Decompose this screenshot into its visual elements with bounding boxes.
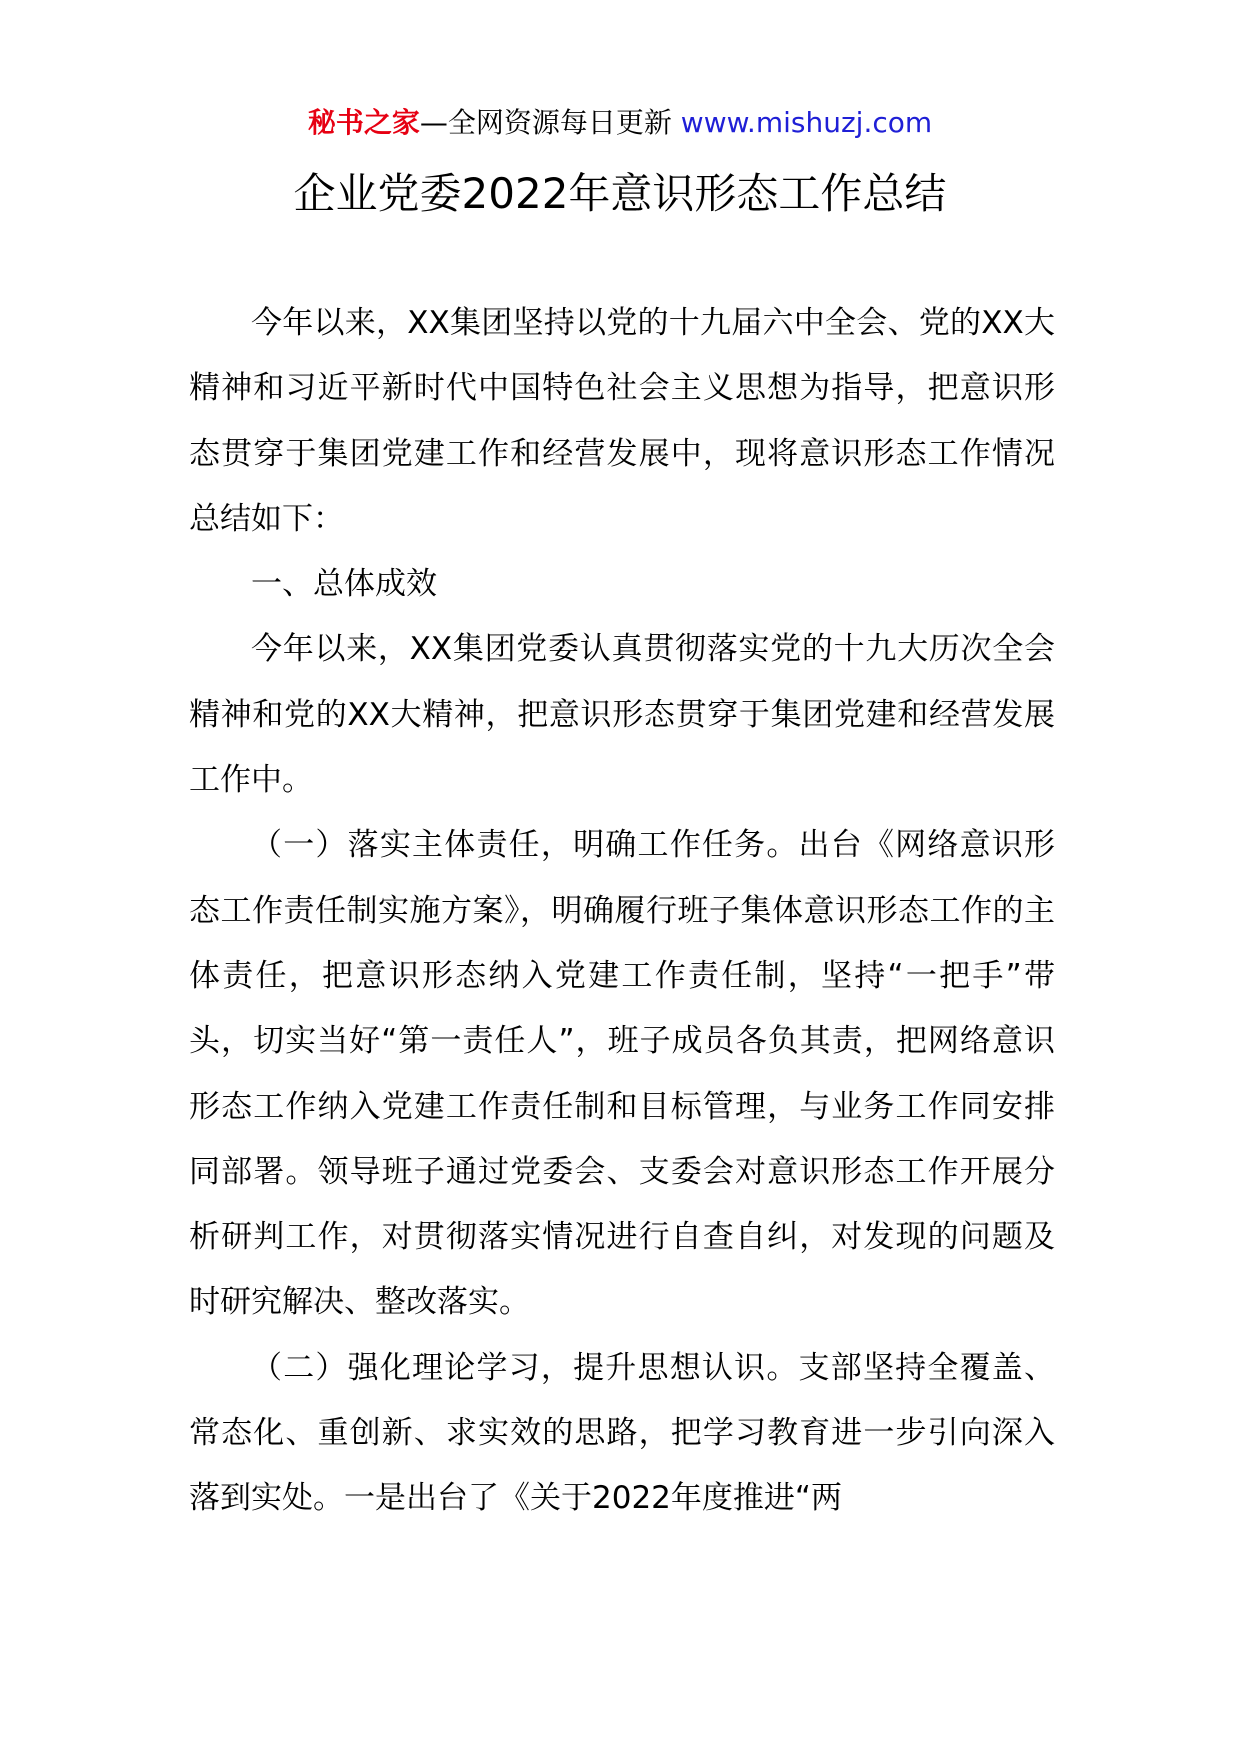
document-body xyxy=(189,291,1055,1532)
site-brand: 秘书之家 xyxy=(307,106,420,139)
intro-paragraph: 今年以来，XX集团坚持以党的十九届六中全会、党的XX大精神和习近平新时代中国特色社会主义思想为指导，把意识形态贯穿于集团党建工作和经营发展中，现将意识形态工作情况总结如下： xyxy=(189,305,1055,537)
site-tagline: —全网资源每日更新 xyxy=(419,106,672,139)
body-paragraph: 今年以来，XX集团党委认真贯彻落实党的十九大历次全会精神和党的XX大精神，把意识形态贯穿于集团党建和经营发展工作中。 xyxy=(189,631,1055,799)
body-paragraph: （二）强化理论学习，提升思想认识。支部坚持全覆盖、常态化、重创新、求实效的思路，把学习教育进一步引向深入落到实处。一是出台了《关于2022年度推进“两 xyxy=(189,1349,1055,1517)
document-title: 企业党委2022年意识形态工作总结 xyxy=(293,169,947,218)
body-paragraph: （一）落实主体责任，明确工作任务。出台《网络意识形态工作责任制实施方案》，明确履行班子集体意识形态工作的主体责任，把意识形态纳入党建工作责任制，坚持“一把手”带头，切实当好“第一责任人”，班子成员各负其责，把网络意识形态工作纳入党建工作责任制和目标管理，与业务工作同安排同部署。领导班子通过党委会、支委会对意识形态工作开展分析研判工作，对贯彻落实情况进行自查自纠，对发现的问题及时研究解决、整改落实。 xyxy=(189,827,1055,1321)
section-heading: 一、总体成效 xyxy=(251,566,437,603)
site-header xyxy=(0,103,1240,143)
site-url-link[interactable]: www.mishuzj.com xyxy=(680,106,933,139)
